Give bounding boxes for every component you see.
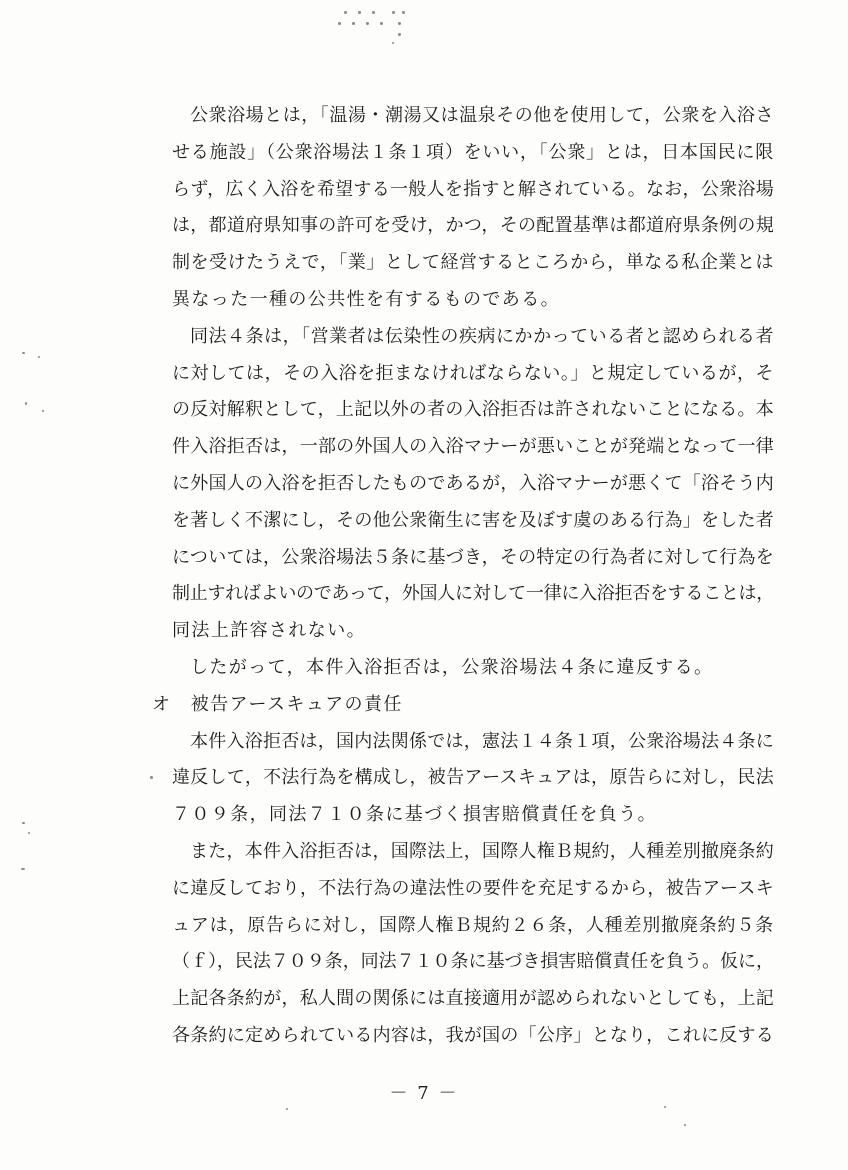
scan-speck (22, 822, 25, 824)
scan-speck (398, 22, 401, 25)
scan-speck (398, 33, 401, 36)
text-line: を著しく不潔にし，その他公衆衛生に害を及ぼす虞のある行為」をした者 (172, 510, 774, 531)
text-line: に外国人の入浴を拒否したものであるが，入浴マナーが悪くて「浴そう内 (172, 473, 774, 494)
text-line: ュアは，原告らに対し，国際人権Ｂ規約２６条，人種差別撤廃条約５条 (172, 915, 774, 936)
text-line: 同法上許容されない。 (172, 620, 366, 641)
page-number: － 7 － (389, 1083, 459, 1104)
text-line: については，公衆浴場法５条に基づき，その特定の行為者に対して行為を (172, 547, 774, 568)
text-line: は，都道府県知事の許可を受け，かつ，その配置基準は都道府県条例の規 (172, 215, 774, 236)
text-line: 各条約に定められている内容は，我が国の「公序」となり，これに反する (172, 1025, 774, 1046)
text-line: また，本件入浴拒否は，国際法上，国際人権Ｂ規約，人種差別撤廃条約 (190, 841, 774, 862)
scan-speck (25, 402, 27, 405)
text-line: したがって，本件入浴拒否は，公衆浴場法４条に違反する。 (190, 657, 714, 678)
scan-speck (22, 352, 25, 354)
scan-speck (664, 1106, 666, 1108)
scan-speck (684, 1124, 686, 1126)
text-line: 違反して，不法行為を構成し，被告アースキュアは，原告らに対し，民法 (172, 767, 774, 788)
scan-speck (358, 11, 361, 14)
scan-speck (28, 832, 30, 834)
text-line: 同法４条は，「営業者は伝染性の疾病にかかっている者と認められる者 (190, 326, 774, 347)
text-line: （ｆ），民法７０９条，同法７１０条に基づき損害賠償責任を負う。仮に， (172, 951, 774, 972)
text-line: 本件入浴拒否は，国内法関係では，憲法１４条１項，公衆浴場法４条に (190, 731, 774, 752)
text-line: の反対解釈として，上記以外の者の入浴拒否は許されないことになる。本 (172, 399, 774, 420)
text-line: 制止すればよいのであって，外国人に対して一律に入浴拒否をすることは， (172, 583, 774, 604)
scan-speck (38, 356, 40, 358)
text-line: 件入浴拒否は，一部の外国人の入浴マナーが悪いことが発端となって一律 (172, 436, 774, 457)
scan-speck (352, 22, 355, 25)
scan-speck (372, 11, 375, 14)
scan-speck (286, 1108, 288, 1110)
text-line: ７０９条，同法７１０条に基づく損害賠償責任を負う。 (172, 804, 657, 825)
scan-speck (392, 42, 394, 44)
scan-speck (366, 22, 369, 25)
text-line: らず，広く入浴を希望する一般人を指すと解されている。なお，公衆浴場 (172, 179, 774, 200)
scan-speck (392, 11, 395, 14)
text-line: 異なった一種の公共性を有するものである。 (172, 289, 560, 310)
scan-speck (42, 410, 44, 412)
scan-speck (402, 11, 405, 14)
scan-speck (21, 868, 25, 870)
scan-speck (150, 776, 153, 779)
text-line: 制を受けたうえで，「業」として経営するところから，単なる私企業とは (172, 252, 774, 273)
section-heading: オ 被告アースキュアの責任 (152, 694, 403, 715)
text-line: せる施設」（公衆浴場法１条１項）をいい，「公衆」とは，日本国民に限 (172, 142, 774, 163)
text-line: に対しては，その入浴を拒まなければならない。」と規定しているが，そ (172, 363, 774, 384)
scan-speck (380, 22, 383, 25)
text-line: 上記各条約が，私人間の関係には直接適用が認められないとしても，上記 (172, 988, 774, 1009)
text-line: 公衆浴場とは，「温湯・潮湯又は温泉その他を使用して，公衆を入浴さ (190, 105, 774, 126)
text-line: に違反しており，不法行為の違法性の要件を充足するから，被告アースキ (172, 878, 774, 899)
scan-speck (338, 22, 341, 25)
scan-speck (344, 11, 347, 14)
